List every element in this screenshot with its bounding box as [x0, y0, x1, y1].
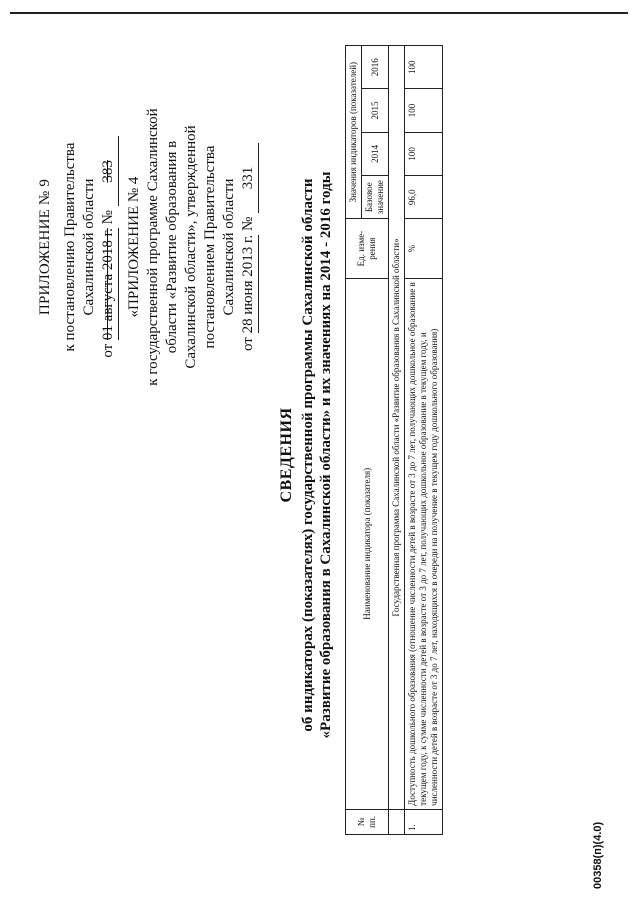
appendix-line: области «Развитие образования в: [164, 140, 180, 354]
indicators-table: [345, 45, 443, 835]
header-base: Базовое значение: [362, 176, 389, 219]
appendix-title: ПРИЛОЖЕНИЕ № 9: [37, 178, 53, 316]
header-name: Наименование индикатора (показателя): [346, 278, 389, 809]
row-num: 1.: [405, 809, 443, 834]
row-2016: 100: [405, 46, 443, 89]
row-base: 96,0: [405, 176, 443, 219]
appendix-date-line-2: [239, 57, 259, 437]
appendix-line: к постановлению Правительства: [62, 142, 78, 352]
appendix-block: [36, 57, 259, 437]
number-label: №: [100, 210, 116, 225]
header-year: 2014: [362, 132, 389, 175]
number-label: №: [240, 216, 256, 232]
appendix-date: 01 августа 2018 г.: [99, 228, 119, 340]
document-title: СВЕДЕНИЯ: [278, 407, 295, 503]
row-2015: 100: [405, 89, 443, 132]
row-name: Доступность дошкольного образования (отношение численности детей в возрасте от 3 до 7 лет, получающих дошкольное образование в текущем году, к сумме численности детей в возрасте от 3 до 7 лет, получающих дошкольное образование в текущем году, и численности детей в возрасте от 3 до 7 лет, находящихся в очереди на получение в текущем году дошкольного образования): [405, 278, 443, 809]
program-cell-empty: [389, 809, 405, 834]
appendix-line: Сахалинской области: [221, 178, 237, 316]
top-rule: [10, 12, 628, 14]
document-code: 00358(п)(4.0): [592, 821, 604, 889]
header-year: 2016: [362, 46, 389, 89]
appendix-date-line: [99, 57, 119, 437]
from-label: от: [100, 343, 116, 358]
program-row: Государственная программа Сахалинской области «Развитие образования в Сахалинской области»: [389, 46, 405, 810]
appendix-line: к государственной программе Сахалинской: [145, 108, 161, 386]
appendix-number: 383: [99, 136, 119, 206]
rotated-page: [20, 15, 620, 895]
appendix-date-2: 28 июня 2013 г.: [239, 235, 259, 334]
row-2014: 100: [405, 132, 443, 175]
appendix-line: Сахалинской области: [81, 178, 97, 316]
header-num: № пп.: [346, 809, 389, 834]
from-label: от: [240, 337, 256, 352]
appendix-title-2: «ПРИЛОЖЕНИЕ № 4: [126, 176, 142, 318]
table-row: [405, 46, 443, 835]
header-unit: Ед. изме-рения: [346, 219, 389, 278]
row-unit: %: [405, 219, 443, 278]
header-values: Значения индикаторов (показателей): [346, 46, 362, 219]
document-subtitle: об индикаторах (показателях) государственной программы Сахалинской области: [300, 178, 316, 732]
appendix-line: Сахалинской области», утвержденной: [183, 125, 199, 369]
document-heading: [278, 15, 335, 895]
appendix-line: постановлением Правительства: [202, 145, 218, 349]
header-year: 2015: [362, 89, 389, 132]
appendix-number-2: 331: [239, 143, 259, 213]
document-subtitle: «Развитие образования в Сахалинской области» и их значениях на 2014 - 2016 годы: [318, 171, 334, 739]
